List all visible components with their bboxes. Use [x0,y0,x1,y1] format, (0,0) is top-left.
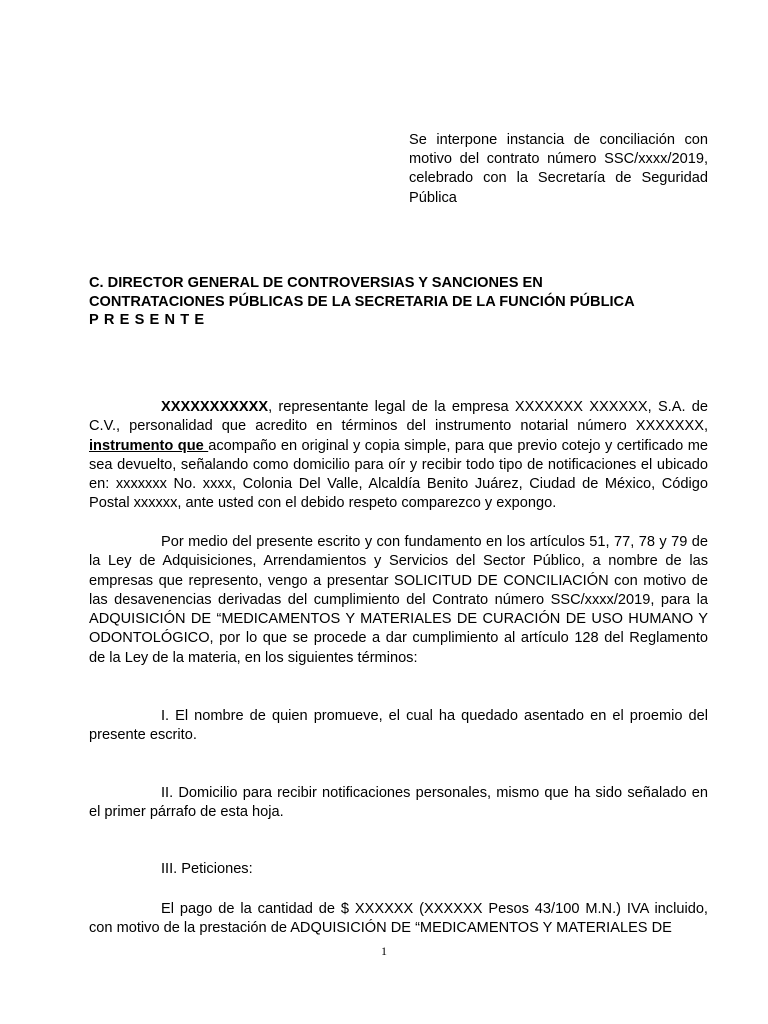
item-petitions: III. Peticiones: [161,861,253,877]
subject-block: Se interpone instancia de conciliación con motivo del contrato número SSC/xxxx/2019, celebrado con la Secretaría de Seguridad Pública [409,132,708,206]
promoter-name: XXXXXXXXXXX [161,399,269,415]
paragraph-personality [89,398,708,514]
page-number: 1 [381,944,387,958]
paragraph-request: Por medio del presente escrito y con fundamento en los artículos 51, 77, 78 y 79 de la Ley de Adquisiciones, Arrendamientos y Servicios del Sector Público, a nombre de las empresas que represento, vengo a presentar SOLICITUD DE CONCILIACIÓN con motivo de las desavenencias derivadas del cumplimiento del Contrato número SSC/xxxx/2019, para la ADQUISICIÓN DE “MEDICAMENTOS Y MATERIALES DE CURACIÓN DE USO HUMANO Y ODONTOLÓGICO, por lo que se procede a dar cumplimiento al artículo 128 del Reglamento de la Ley de la materia, en los siguientes términos: [89,534,708,666]
addressee-block [89,274,709,330]
paragraph-personality-emphasis: instrumento que [89,437,209,454]
paragraph-personality-text-b: acompaño en original y copia simple, para que previo cotejo y certificado me sea devuelto, señalando como domicilio para oír y recibir todo tipo de notificaciones el ubicado en: xxxxxxx No. xxxx, Colonia Del Valle, Alcaldía Benito Juárez, Ciudad de México, Código Postal xxxxxx, ante usted con el debido respeto comparezco y expongo. [89,437,708,512]
paragraph-personality-text-a: , representante legal de la empresa XXXXXXX XXXXXX, S.A. de C.V., personalidad que acredito en términos del instrumento notarial número XXXXXXX, [89,399,708,435]
addressee-line-1: C. DIRECTOR GENERAL DE CONTROVERSIAS Y SANCIONES EN [89,275,543,291]
item-promoter-name: I. El nombre de quien promueve, el cual ha quedado asentado en el proemio del presente escrito. [89,708,708,744]
item-domicile: II. Domicilio para recibir notificaciones personales, mismo que ha sido señalado en el primer párrafo de esta hoja. [89,785,708,821]
paragraph-payment: El pago de la cantidad de $ XXXXXX (XXXXXX Pesos 43/100 M.N.) IVA incluido, con motivo de la prestación de ADQUISICIÓN DE “MEDICAMENTOS Y MATERIALES DE [89,901,708,937]
addressee-presente: PRESENTE [89,312,210,328]
addressee-line-2: CONTRATACIONES PÚBLICAS DE LA SECRETARIA DE LA FUNCIÓN PÚBLICA [89,293,635,310]
